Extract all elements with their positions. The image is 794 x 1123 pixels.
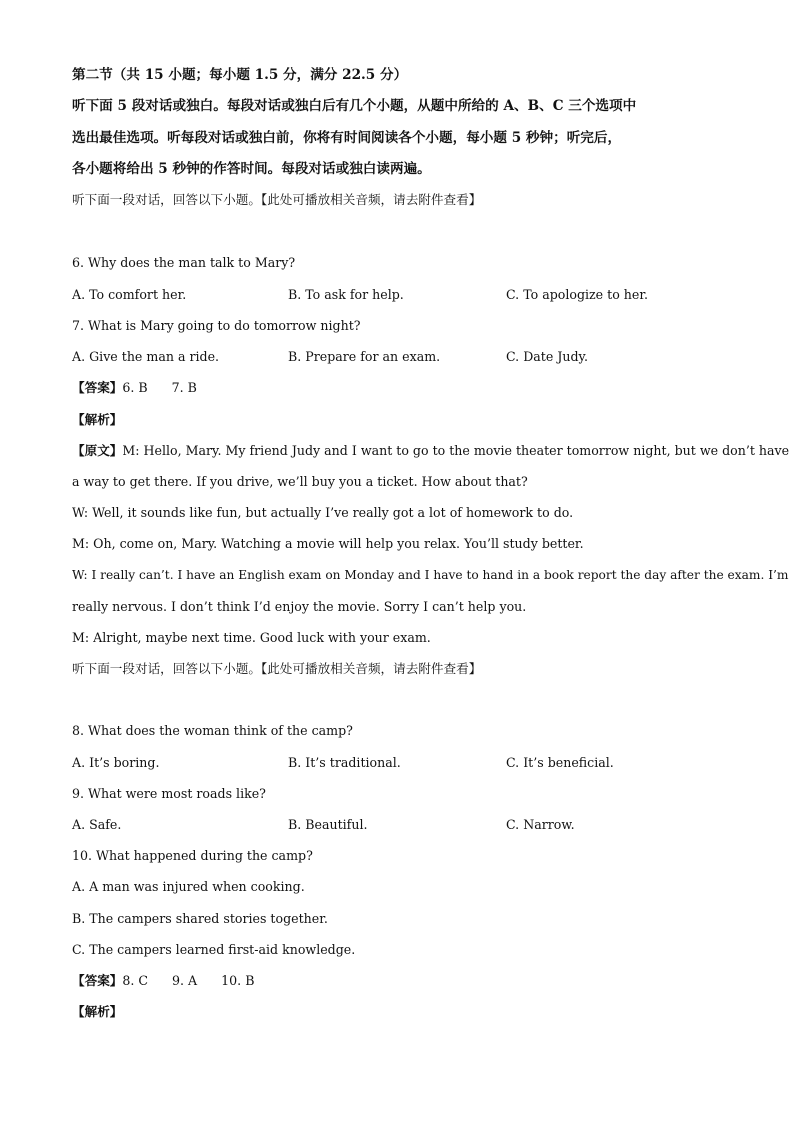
question-9-option-c: C. Narrow. <box>506 817 575 832</box>
transcript-label: 【原文】 <box>72 443 123 458</box>
transcript-line-2: a way to get there. If you drive, we’ll buy you a ticket. How about that? <box>72 474 528 489</box>
question-6-option-c: C. To apologize to her. <box>506 287 648 302</box>
group-2-prompt: 听下面一段对话，回答以下小题。【此处可播放相关音频，请去附件查看】 <box>72 661 482 676</box>
question-7-option-b: B. Prepare for an exam. <box>288 349 441 364</box>
transcript-line-6: really nervous. I don’t think I’d enjoy the movie. Sorry I can’t help you. <box>72 599 527 614</box>
question-10-option-c: C. The campers learned first-aid knowledge. <box>72 942 356 957</box>
group-1-prompt: 听下面一段对话，回答以下小题。【此处可播放相关音频，请去附件查看】 <box>72 192 482 207</box>
question-6-option-b: B. To ask for help. <box>288 287 404 302</box>
instruction-line-3: 各小题将给出 5 秒钟的作答时间。每段对话或独白读两遍。 <box>72 161 431 177</box>
answer-6: 6. B <box>122 380 148 395</box>
group-2-analysis-label: 【解析】 <box>72 1004 123 1019</box>
question-8-option-b: B. It’s traditional. <box>288 755 401 770</box>
question-9-option-b: B. Beautiful. <box>288 817 368 832</box>
transcript-text-1: M: Hello, Mary. My friend Judy and I want to go to the movie theater tomorrow night, but we don’t have <box>122 443 790 458</box>
answer-7: 7. B <box>171 380 197 395</box>
question-8-stem: 8. What does the woman think of the camp? <box>72 723 353 738</box>
question-9-option-a: A. Safe. <box>72 817 122 832</box>
answer-label: 【答案】 <box>72 973 123 988</box>
question-6-option-a: A. To comfort her. <box>72 287 187 302</box>
answer-label: 【答案】 <box>72 380 123 395</box>
question-10-option-a: A. A man was injured when cooking. <box>72 879 305 894</box>
question-7-option-a: A. Give the man a ride. <box>72 349 220 364</box>
transcript-line-1 <box>72 442 789 460</box>
group-1-answer-line <box>72 379 197 397</box>
question-9-stem: 9. What were most roads like? <box>72 786 266 801</box>
instruction-line-2: 选出最佳选项。听每段对话或独白前，你将有时间阅读各个小题，每小题 5 秒钟；听完后， <box>72 130 622 146</box>
question-6-stem: 6. Why does the man talk to Mary? <box>72 255 296 270</box>
question-7-option-c: C. Date Judy. <box>506 349 588 364</box>
question-7-stem: 7. What is Mary going to do tomorrow night? <box>72 318 361 333</box>
answer-9: 9. A <box>172 973 198 988</box>
transcript-line-3: W: Well, it sounds like fun, but actually I’ve really got a lot of homework to do. <box>72 505 574 520</box>
section-title: 第二节（共 15 小题；每小题 1.5 分，满分 22.5 分） <box>72 67 408 83</box>
instruction-line-1: 听下面 5 段对话或独白。每段对话或独白后有几个小题，从题中所给的 A、B、C 三个选项中 <box>72 98 637 114</box>
question-10-stem: 10. What happened during the camp? <box>72 848 313 863</box>
answer-8: 8. C <box>122 973 149 988</box>
transcript-line-4: M: Oh, come on, Mary. Watching a movie will help you relax. You’ll study better. <box>72 536 584 551</box>
question-8-option-a: A. It’s boring. <box>72 755 160 770</box>
answer-10: 10. B <box>221 973 255 988</box>
transcript-line-7: M: Alright, maybe next time. Good luck with your exam. <box>72 630 431 645</box>
question-10-option-b: B. The campers shared stories together. <box>72 911 328 926</box>
transcript-line-5: W: I really can’t. I have an English exam on Monday and I have to hand in a book report the day after the exam. I’m <box>72 568 789 582</box>
group-2-answer-line <box>72 972 254 990</box>
group-1-analysis-label: 【解析】 <box>72 412 123 427</box>
question-8-option-c: C. It’s beneficial. <box>506 755 614 770</box>
